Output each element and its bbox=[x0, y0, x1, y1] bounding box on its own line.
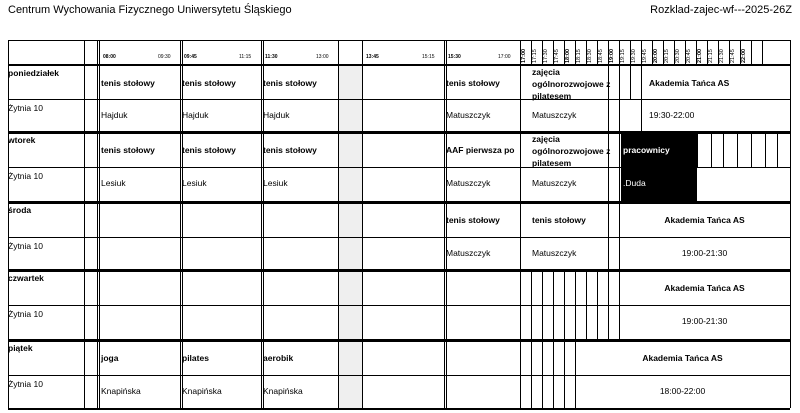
quarter-hour-label: 20:45 bbox=[686, 49, 692, 63]
class-title: Akademia Tańca AS bbox=[642, 353, 723, 363]
document-title: Centrum Wychowania Fizycznego Uniwersytetu Śląskiego bbox=[8, 4, 292, 16]
grid-line bbox=[641, 65, 642, 132]
class-teacher: Matuszczyk bbox=[532, 110, 577, 120]
quarter-hour-label: 17:00 bbox=[521, 48, 527, 63]
class-teacher: Knapińska bbox=[101, 386, 141, 396]
room-label: Żytnia 10 bbox=[8, 241, 43, 251]
row-separator bbox=[8, 237, 790, 238]
day-separator bbox=[8, 339, 790, 342]
grid-line bbox=[765, 132, 766, 167]
class-teacher: 19:30-22:00 bbox=[649, 110, 695, 120]
grid-line bbox=[338, 40, 339, 408]
frame-right bbox=[790, 40, 791, 408]
day-name: środa bbox=[8, 205, 32, 215]
quarter-hour-label: 18:15 bbox=[576, 49, 582, 63]
class-title: Akademia Tańca AS bbox=[664, 283, 745, 293]
row-separator bbox=[8, 375, 790, 376]
grid-line bbox=[619, 132, 620, 202]
class-teacher: Matuszczyk bbox=[446, 248, 491, 258]
quarter-hour-label: 18:30 bbox=[587, 49, 593, 63]
quarter-hour-label: 20:00 bbox=[653, 48, 659, 63]
class-teacher: Knapińska bbox=[263, 386, 303, 396]
quarter-hour-label: 19:30 bbox=[631, 49, 637, 63]
grid-line bbox=[630, 65, 631, 99]
grid-line bbox=[542, 270, 543, 340]
grid-line bbox=[99, 40, 100, 408]
class-teacher: Knapińska bbox=[182, 386, 222, 396]
grid-line bbox=[575, 270, 576, 340]
slot-start-time: 11:30 bbox=[265, 54, 278, 60]
row-separator bbox=[8, 305, 790, 306]
quarter-hour-label: 19:00 bbox=[609, 48, 615, 63]
class-teacher: Matuszczyk bbox=[532, 248, 577, 258]
grid-line bbox=[97, 40, 98, 408]
class-teacher: Matuszczyk bbox=[446, 110, 491, 120]
quarter-hour-label: 22:00 bbox=[741, 48, 747, 63]
class-teacher: Hajduk bbox=[182, 110, 209, 120]
slot-end-time: 15:15 bbox=[422, 54, 435, 60]
highlighted-cell bbox=[621, 133, 697, 201]
frame-bottom bbox=[8, 408, 790, 410]
class-teacher: Lesiuk bbox=[101, 178, 126, 188]
day-name: czwartek bbox=[8, 273, 44, 283]
class-title: tenis stołowy bbox=[182, 145, 236, 155]
class-title: AAF pierwsza po bbox=[446, 145, 515, 155]
quarter-hour-label: 17:15 bbox=[532, 49, 538, 63]
slot-end-time: 13:00 bbox=[316, 54, 329, 60]
grid-line bbox=[737, 132, 738, 167]
room-label: Żytnia 10 bbox=[8, 103, 43, 113]
room-label: Żytnia 10 bbox=[8, 379, 43, 389]
class-title: aerobik bbox=[263, 353, 294, 363]
quarter-line bbox=[762, 40, 763, 65]
class-title: Akademia Tańca AS bbox=[664, 215, 745, 225]
grid-line bbox=[531, 270, 532, 340]
quarter-hour-label: 18:00 bbox=[565, 48, 571, 63]
grid-line bbox=[723, 132, 724, 167]
class-title: pracownicy bbox=[623, 145, 670, 155]
class-teacher: Matuszczyk bbox=[532, 178, 577, 188]
frame-top bbox=[8, 40, 790, 41]
grid-line bbox=[711, 132, 712, 167]
grid-line bbox=[564, 270, 565, 340]
class-title: zajęcia ogólnorozwojowe z pilatesem bbox=[532, 134, 611, 168]
quarter-hour-label: 19:45 bbox=[642, 49, 648, 63]
day-name: piątek bbox=[8, 343, 33, 353]
slot-start-time: 09:45 bbox=[184, 54, 197, 60]
class-title: tenis stołowy bbox=[101, 145, 155, 155]
class-teacher: 18:00-22:00 bbox=[659, 386, 706, 396]
grid-line bbox=[777, 132, 778, 167]
grid-line bbox=[619, 202, 620, 270]
class-title: joga bbox=[101, 353, 119, 363]
grid-line bbox=[586, 270, 587, 340]
grid-line bbox=[84, 40, 85, 408]
header-separator bbox=[8, 64, 790, 66]
class-teacher: Lesiuk bbox=[263, 178, 288, 188]
grid-line bbox=[608, 202, 609, 270]
class-teacher: Hajduk bbox=[263, 110, 290, 120]
schedule-code: Rozklad-zajec-wf---2025-26Z bbox=[650, 4, 792, 16]
slot-end-time: 11:15 bbox=[239, 54, 252, 60]
grid-line bbox=[362, 40, 363, 408]
class-teacher: 19:00-21:30 bbox=[681, 248, 728, 258]
quarter-hour-label: 21:00 bbox=[697, 48, 703, 63]
grid-line bbox=[553, 340, 554, 408]
slot-start-time: 15:30 bbox=[448, 54, 461, 60]
quarter-hour-label: 21:30 bbox=[719, 49, 725, 63]
grid-line bbox=[597, 270, 598, 340]
grid-line bbox=[619, 270, 620, 340]
quarter-hour-label: 21:45 bbox=[730, 49, 736, 63]
grid-line bbox=[564, 340, 565, 408]
class-title: zajęcia ogólnorozwojowe z pilatesem bbox=[532, 67, 611, 101]
slot-start-time: 08:00 bbox=[103, 54, 116, 60]
grid-line bbox=[180, 40, 181, 408]
class-title: tenis stołowy bbox=[446, 78, 500, 88]
grid-line bbox=[531, 340, 532, 408]
slot-start-time: 13:45 bbox=[366, 54, 379, 60]
quarter-hour-label: 18:45 bbox=[598, 49, 604, 63]
quarter-line bbox=[751, 40, 752, 65]
grid-line bbox=[520, 40, 521, 408]
class-title: pilates bbox=[182, 353, 209, 363]
day-name: wtorek bbox=[8, 135, 36, 145]
day-separator bbox=[8, 201, 790, 204]
class-title: tenis stołowy bbox=[182, 78, 236, 88]
grid-line bbox=[444, 40, 445, 408]
quarter-hour-label: 17:45 bbox=[554, 49, 560, 63]
grid-line bbox=[751, 132, 752, 167]
room-label: Żytnia 10 bbox=[8, 171, 43, 181]
grid-line bbox=[542, 340, 543, 408]
class-title: tenis stołowy bbox=[263, 145, 317, 155]
quarter-hour-label: 20:30 bbox=[675, 49, 681, 63]
class-teacher: Matuszczyk bbox=[446, 178, 491, 188]
slot-end-time: 09:30 bbox=[158, 54, 171, 60]
class-title: tenis stołowy bbox=[446, 215, 500, 225]
day-separator bbox=[8, 269, 790, 272]
class-teacher: 19:00-21:30 bbox=[681, 316, 728, 326]
class-title: Akademia Tańca AS bbox=[649, 78, 730, 88]
grid-line bbox=[553, 270, 554, 340]
row-separator bbox=[8, 99, 790, 100]
slot-end-time: 17:00 bbox=[498, 54, 511, 60]
grid-line bbox=[697, 132, 698, 167]
grid-line bbox=[608, 270, 609, 340]
quarter-hour-label: 21:15 bbox=[708, 49, 714, 63]
quarter-hour-label: 19:15 bbox=[620, 49, 626, 63]
class-teacher: .Duda bbox=[623, 178, 646, 188]
class-teacher: Hajduk bbox=[101, 110, 128, 120]
day-name: poniedziałek bbox=[8, 68, 60, 78]
grid-line bbox=[261, 40, 262, 408]
class-teacher: Lesiuk bbox=[182, 178, 207, 188]
quarter-hour-label: 20:15 bbox=[664, 49, 670, 63]
room-label: Żytnia 10 bbox=[8, 309, 43, 319]
grid-line bbox=[575, 340, 576, 408]
grid-line bbox=[619, 65, 620, 132]
class-title: tenis stołowy bbox=[532, 215, 586, 225]
class-title: tenis stołowy bbox=[263, 78, 317, 88]
class-title: tenis stołowy bbox=[101, 78, 155, 88]
quarter-hour-label: 17:30 bbox=[543, 49, 549, 63]
